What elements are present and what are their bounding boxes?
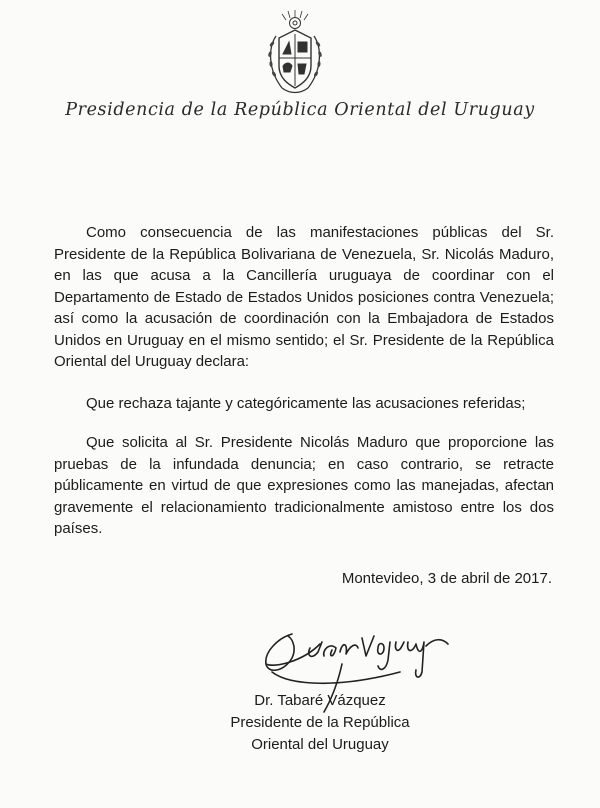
coat-of-arms-icon <box>262 8 328 98</box>
signatory-block <box>0 690 600 756</box>
paragraph-rejection: Que rechaza tajante y categóricamente las acusaciones referidas; <box>86 394 526 412</box>
date-line: Montevideo, 3 de abril de 2017. <box>341 570 552 587</box>
letterhead: Presidencia de la República Oriental del Uruguay <box>65 100 535 120</box>
signatory-name: Dr. Tabaré Vázquez <box>254 692 386 709</box>
paragraph-context: Como consecuencia de las manifestaciones públicas del Sr. Presidente de la República Bolivariana de Venezuela, Sr. Nicolás Maduro, en las que acusa a la Cancillería uruguaya de coordinar con el Departamento de Estado de Estados Unidos posiciones contra Venezuela; así como la acusación de coordinación con la Embajadora de Estados Unidos en Uruguay en el mismo sentido; el Sr. Presidente de la República Oriental del Uruguay declara: <box>54 224 554 370</box>
signatory-title-line1: Presidente de la República <box>230 714 410 731</box>
signatory-title-line2: Oriental del Uruguay <box>251 736 389 753</box>
statement-body <box>54 222 554 560</box>
paragraph-request: Que solicita al Sr. Presidente Nicolás Maduro que proporcione las pruebas de la infundada denuncia; en caso contrario, se retracte públicamente en virtud de que expresiones como las manejadas, afectan gravemente el relacionamiento tradicionalmente amistoso entre los dos países. <box>54 434 554 537</box>
